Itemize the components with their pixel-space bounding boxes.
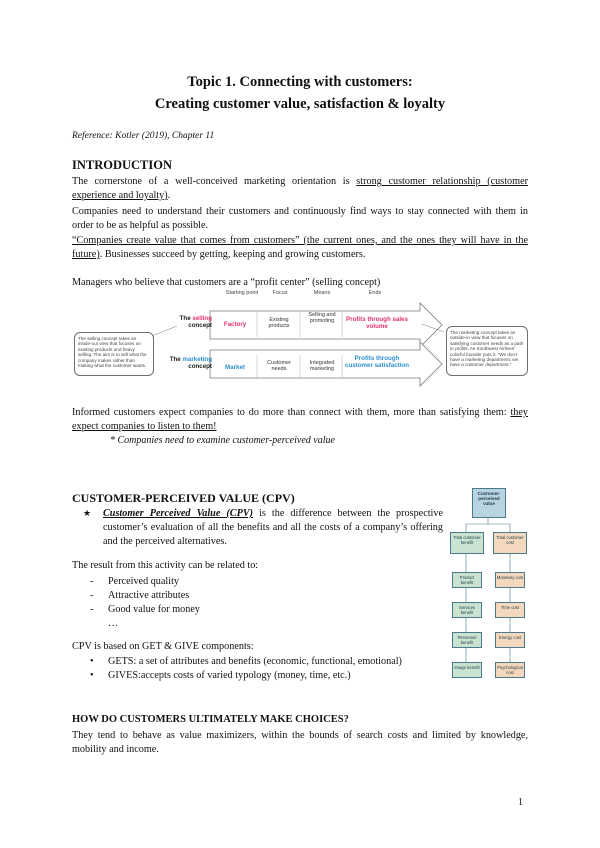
marketing-concept-label <box>162 356 212 370</box>
intro-p1-text: The cornerstone of a well-conceived marketing orientation is <box>72 176 357 187</box>
intro-paragraph-2: Companies need to understand their customers and continuously find ways to stay connected with them in order to be as helpful as possible. <box>72 206 528 231</box>
selling-label-the: The <box>179 315 193 322</box>
title-line-1: Topic 1. Connecting with customers: <box>187 74 413 90</box>
selling-label-word: selling <box>192 315 212 322</box>
marketing-ends: Profits through customer satisfaction <box>345 355 409 369</box>
marketing-means: Integrated marketing <box>309 360 335 373</box>
cpv-heading: CUSTOMER-PERCEIVED VALUE (CPV) <box>72 491 295 505</box>
selling-label-concept: concept <box>188 322 212 329</box>
informed-text: Informed customers expect companies to do more than connect with them, more than satisfying them: <box>72 407 511 418</box>
result-text-ellipsis: … <box>108 618 119 629</box>
title-line-2: Creating customer value, satisfaction & loyalty <box>154 96 446 112</box>
result-item <box>90 617 200 631</box>
intro-p1-end: . <box>167 190 171 201</box>
page-number: 1 <box>518 797 523 808</box>
marketing-label-word: marketing <box>182 356 212 363</box>
managers-line: Managers who believe that customers are a “profit center” (selling concept) <box>72 277 381 288</box>
header-means: Means <box>313 290 331 296</box>
star-bullet: ★ <box>83 508 92 518</box>
intro-paragraph-1 <box>72 175 528 203</box>
cpv-diagram-connectors <box>448 488 530 688</box>
selling-ends: Profits through sales volume <box>346 316 408 330</box>
choices-text: They tend to behave as value maximizers, within the bounds of search costs and limited by knowledge, mobility and income. <box>72 730 528 755</box>
gets-text: GETS: a set of attributes and benefits (economic, functional, emotional) <box>108 656 402 667</box>
gives-item: • GIVES:accepts costs of varied typology (money, time, etc.) <box>90 670 351 681</box>
informed-underlined: they expect companies to listen to them! <box>72 407 528 432</box>
marketing-focus: Customer needs <box>267 360 291 373</box>
services-benefit-box: Services benefit <box>452 602 482 618</box>
cpv-definition-term: Customer Perceived Value (CPV) <box>103 508 254 519</box>
marketing-starting-point: Market <box>225 364 245 371</box>
result-text-attractive-attributes: Attractive attributes <box>108 590 190 601</box>
gets-item: • GETS: a set of attributes and benefits (economic, functional, emotional) <box>90 656 402 667</box>
header-ends: Ends <box>368 290 382 296</box>
result-text-good-value: Good value for money <box>108 604 200 615</box>
monetary-cost-box: Monetary cost <box>495 572 525 588</box>
total-cost-box: Total customer cost <box>493 532 527 554</box>
intro-heading: INTRODUCTION <box>72 158 173 172</box>
cpv-note: * Companies need to examine customer-perceived value <box>110 435 335 446</box>
intro-p1-underlined: strong customer relationship (customer experience and loyalty) <box>72 176 528 201</box>
cpv-diagram <box>448 488 530 688</box>
cpv-definition-text: is the difference between the prospective customer’s evaluation of all the benefits and all the costs of a company’s offering and the perceived alternatives. <box>103 508 444 547</box>
selling-concept-label <box>172 315 212 329</box>
energy-cost-box: Energy cost <box>495 632 525 648</box>
total-benefit-box: Total customer benefit <box>450 532 484 554</box>
header-starting-point: Starting point <box>225 290 259 296</box>
selling-starting-point: Factory <box>223 321 247 328</box>
intro-paragraph-3 <box>72 234 528 262</box>
selling-concept-note: The selling concept takes an inside-out view that focuses on existing products and heavy selling. The aim is to sell what the company makes rather than making what the customer wants. <box>74 332 154 376</box>
selling-means: Selling and promoting <box>308 312 336 325</box>
result-item: - Good value for money <box>90 604 200 615</box>
image-benefit-box: Image benefit <box>452 662 482 678</box>
get-give-intro: CPV is based on GET & GIVE components: <box>72 641 254 652</box>
header-focus: Focus <box>272 290 288 296</box>
results-list <box>90 575 200 631</box>
result-item: - Attractive attributes <box>90 590 190 601</box>
psychological-cost-box: Psychological cost <box>495 662 525 678</box>
gives-text: GIVES:accepts costs of varied typology (money, time, etc.) <box>108 670 351 681</box>
marketing-label-the: The <box>169 356 183 363</box>
intro-p3-end: . Businesses succeed by getting, keeping and growing customers. <box>99 249 366 260</box>
selling-focus: Existing products <box>268 317 290 330</box>
marketing-concept-note: The marketing concept takes an outside-in view that focuses on satisfying customer needs as a path to profits. As Southwest Airlines’ colorful founder puts it, “We don’t have a marketing department; we have a customer department.” <box>446 326 528 376</box>
choices-heading: HOW DO CUSTOMERS ULTIMATELY MAKE CHOICES? <box>72 714 349 725</box>
product-benefit-box: Product benefit <box>452 572 482 588</box>
intro-p3-underlined: “Companies create value that comes from customers” (the current ones, and the ones they will have in the future) <box>72 235 528 260</box>
reference: Reference: Kotler (2019), Chapter 11 <box>72 131 215 141</box>
informed-paragraph <box>72 406 528 434</box>
personnel-benefit-box: Personnel benefit <box>452 632 482 648</box>
result-text-perceived-quality: Perceived quality <box>108 576 180 587</box>
cpv-top-box: Customer-perceived value <box>472 488 506 518</box>
time-cost-box: Time cost <box>495 602 525 618</box>
result-item: - Perceived quality <box>90 576 180 587</box>
marketing-label-concept: concept <box>188 363 212 370</box>
cpv-definition <box>103 507 443 549</box>
result-intro: The result from this activity can be related to: <box>72 560 259 571</box>
selling-marketing-diagram <box>72 290 528 390</box>
